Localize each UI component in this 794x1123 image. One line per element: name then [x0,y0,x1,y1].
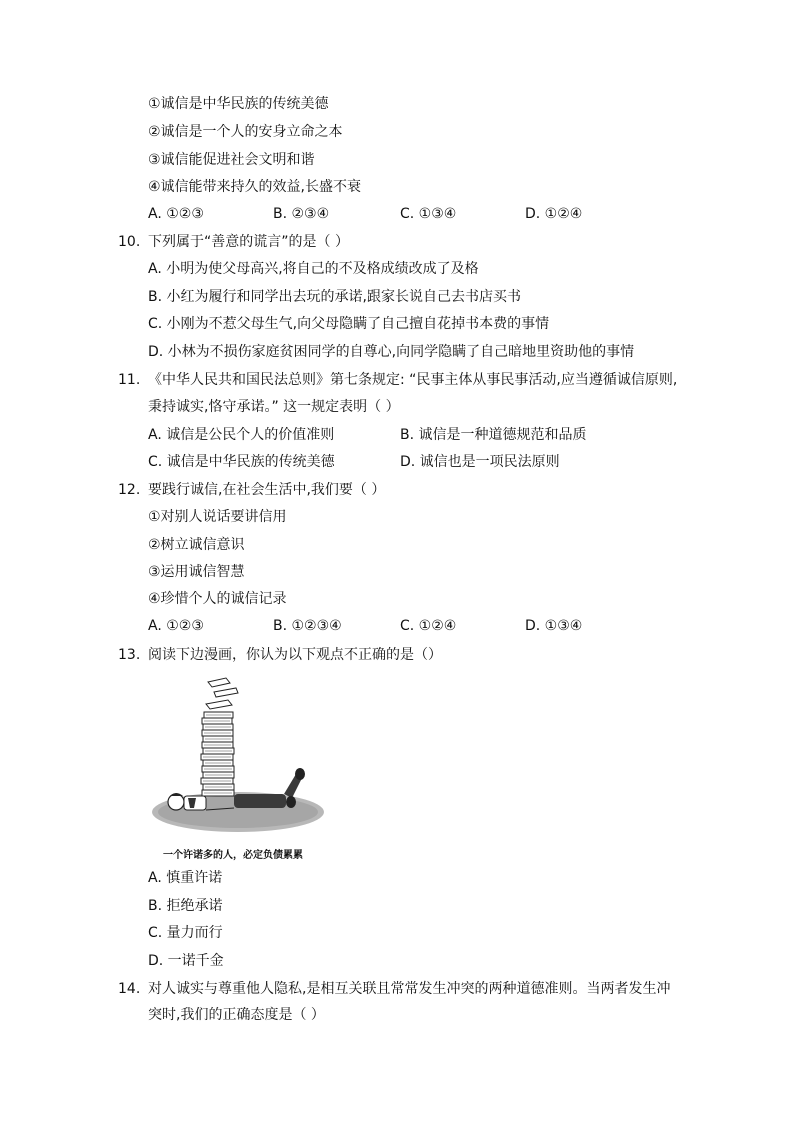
q9-option-a: A. ①②③ [148,206,204,222]
q12-stem: 要践行诚信,在社会生活中,我们要（ ） [148,482,386,498]
q12-option-c: C. ①②④ [400,618,457,634]
q10-option-a: A. 小明为使父母高兴,将自己的不及格成绩改成了及格 [148,261,479,277]
q14-stem-line-1: 对人诚实与尊重他人隐私,是相互关联且常常发生冲突的两种道德准则。当两者发生冲 [148,981,671,997]
q12-number: 12. [118,482,141,498]
cartoon-illustration [148,674,328,860]
q11-option-b: B. 诚信是一种道德规范和品质 [400,427,587,443]
q10-option-b: B. 小红为履行和同学出去玩的承诺,跟家长说自己去书店买书 [148,289,521,305]
q9-item-4: ④诚信能带来持久的效益,长盛不衰 [148,179,362,195]
q12-item-3: ③运用诚信智慧 [148,564,245,580]
q11-option-d: D. 诚信也是一项民法原则 [400,454,560,470]
q11-stem-line-1: 《中华人民共和国民法总则》第七条规定: “民事主体从事民事活动,应当遵循诚信原则, [148,372,678,388]
q12-option-d: D. ①③④ [525,618,583,634]
q12-option-b: B. ①②③④ [273,618,342,634]
q14-number: 14. [118,981,141,997]
q9-item-2: ②诚信是一个人的安身立命之本 [148,124,343,140]
q10-number: 10. [118,234,141,250]
q10-stem: 下列属于“善意的谎言”的是（ ） [148,234,349,250]
q13-option-c: C. 量力而行 [148,925,223,941]
q9-option-c: C. ①③④ [400,206,457,222]
cartoon-caption: 一个许诺多的人，必定负债累累 [163,850,303,861]
q13-option-a: A. 慎重许诺 [148,870,223,886]
q12-option-a: A. ①②③ [148,618,204,634]
q13-option-b: B. 拒绝承诺 [148,898,223,914]
q9-option-d: D. ①②④ [525,206,583,222]
q10-option-c: C. 小刚为不惹父母生气,向父母隐瞒了自己擅自花掉书本费的事情 [148,316,550,332]
q11-option-c: C. 诚信是中华民族的传统美德 [148,454,335,470]
q13-option-d: D. 一诺千金 [148,953,224,969]
q12-item-4: ④珍惜个人的诚信记录 [148,591,287,607]
q12-item-2: ②树立诚信意识 [148,537,245,553]
q9-item-1: ①诚信是中华民族的传统美德 [148,96,329,112]
q11-stem-line-2: 秉持诚实,恪守承诺。” 这一规定表明（ ） [148,399,400,415]
q11-number: 11. [118,372,141,388]
q10-option-d: D. 小林为不损伤家庭贫困同学的自尊心,向同学隐瞒了自己暗地里资助他的事情 [148,344,635,360]
q11-option-a: A. 诚信是公民个人的价值准则 [148,427,335,443]
q14-stem-line-2: 突时,我们的正确态度是（ ） [148,1007,325,1023]
q13-stem: 阅读下边漫画，你认为以下观点不正确的是（） [148,647,442,663]
q13-number: 13. [118,647,141,663]
q9-item-3: ③诚信能促进社会文明和谐 [148,152,315,168]
q9-option-b: B. ②③④ [273,206,330,222]
q12-item-1: ①对别人说话要讲信用 [148,509,287,525]
